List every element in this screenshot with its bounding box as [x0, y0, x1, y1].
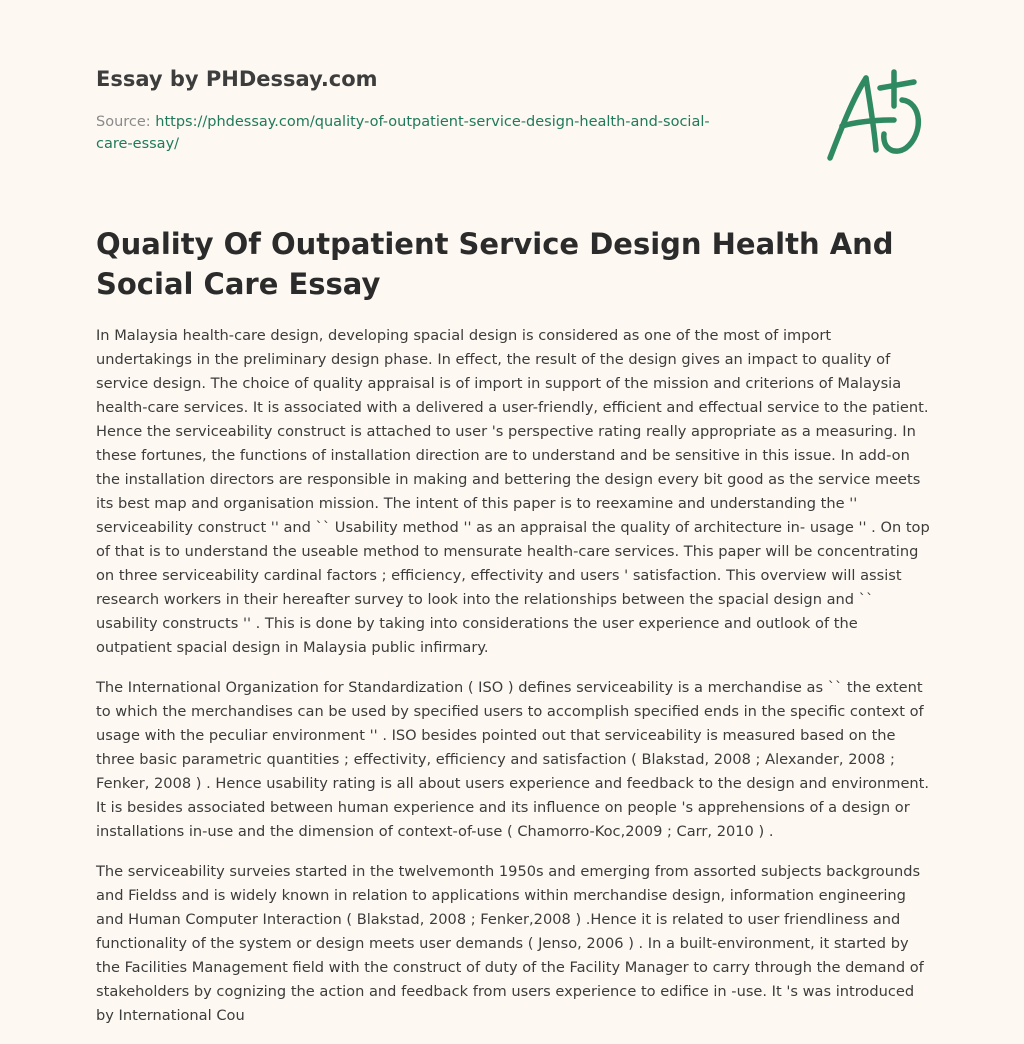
- essay-paragraph: The serviceability surveies started in the twelvemonth 1950s and emerging from assorted subjects backgrounds and Fieldss and is widely known in relation to applications within merchandise design, information engineering and Human Computer Interaction ( Blakstad, 2008 ; Fenker,2008 ) .Hence it is related to user friendliness and functionality of the system or design meets user demands ( Jenso, 2006 ) . In a built-environment, it started by the Facilities Management field with the construct of duty of the Facility Manager to carry through the demand of stakeholders by cognizing the action and feedback from users experience to edifice in -use. It 's was introduced by International Cou: [96, 863, 924, 1024]
- source-link[interactable]: https://phdessay.com/quality-of-outpatient-service-design-health-and-social-care-essay/: [96, 114, 710, 152]
- site-brand: Essay by PHDessay.com: [96, 67, 378, 91]
- essay-paragraph: The International Organization for Standardization ( ISO ) defines serviceability is a merchandise as `` the extent to which the merchandises can be used by specified users to accomplish specified ends in the specific context of usage with the peculiar environment '' . ISO besides pointed out that serviceability is measured based on the three basic parametric quantities ; effectivity, efficiency and satisfaction ( Blakstad, 2008 ; Alexander, 2008 ; Fenker, 2008 ) . Hence usability rating is all about users experience and feedback to the design and environment. It is besides associated between human experience and its influence on people 's apprehensions of a design or installations in-use and the dimension of context-of-use ( Chamorro-Koc,2009 ; Carr, 2010 ) .: [96, 679, 930, 840]
- essay-body: [96, 324, 930, 1044]
- essay-title: Quality Of Outpatient Service Design Health And Social Care Essay: [96, 227, 894, 301]
- source-line: [96, 111, 746, 155]
- a-plus-logo-icon: [818, 64, 930, 168]
- essay-paragraph: In Malaysia health-care design, developing spacial design is considered as one of the most of import undertakings in the preliminary design phase. In effect, the result of the design gives an impact to quality of service design. The choice of quality appraisal is of import in support of the mission and criterions of Malaysia health-care services. It is associated with a delivered a user-friendly, efficient and effectual service to the patient. Hence the serviceability construct is attached to user 's perspective rating really appropriate as a measuring. In these fortunes, the functions of installation direction are to understand and be sensitive in this issue. In add-on the installation directors are responsible in making and bettering the design every bit good as the service meets its best map and organisation mission. The intent of this paper is to reexamine and understanding the '' serviceability construct '' and `` Usability method '' as an appraisal the quality of architecture in- usage '' . On top of that is to understand the useable method to mensurate health-care services. This paper will be concentrating on three serviceability cardinal factors ; efficiency, effectivity and users ' satisfaction. This overview will assist research workers in their hereafter survey to look into the relationships between the spacial design and `` usability constructs '' . This is done by taking into considerations the user experience and outlook of the outpatient spacial design in Malaysia public infirmary.: [96, 327, 930, 656]
- source-label: Source:: [96, 114, 151, 130]
